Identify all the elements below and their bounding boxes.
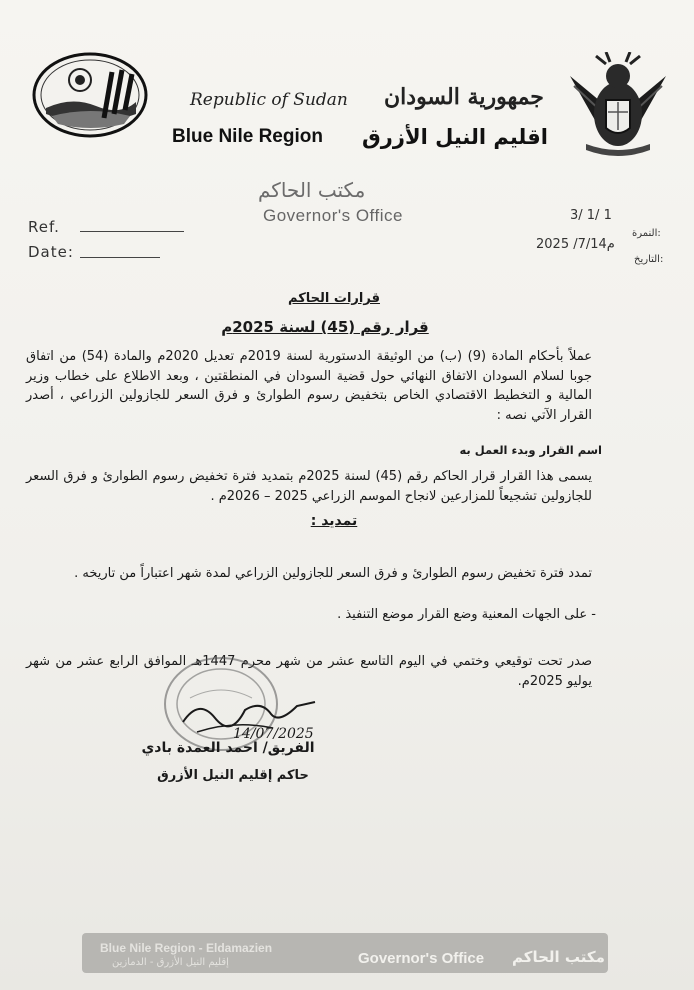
ref-line: [80, 231, 184, 232]
signer-title: حاكم إقليم النيل الأزرق: [157, 768, 309, 783]
reference-number: 3/ 1/ 1: [570, 208, 612, 223]
republic-name-en: Republic of Sudan: [190, 90, 348, 110]
region-name-ar: اقليم النيل الأزرق: [362, 125, 548, 149]
region-name-en: Blue Nile Region: [172, 126, 323, 147]
footer-office-en: Governor's Office: [358, 950, 485, 967]
issuance-paragraph: صدر تحت توقيعي وختمي في اليوم التاسع عشر من شهر محرم 1447هـ الموافق الرابع عشر من شهر يوليو 2025م.: [26, 654, 593, 689]
signature-icon: [175, 692, 335, 740]
decisions-heading: قرارات الحاكم: [288, 291, 380, 306]
republic-name-ar: جمهورية السودان: [384, 84, 544, 110]
date-label: Date:: [28, 243, 74, 261]
document-date: 2025 /7/14م: [536, 237, 615, 252]
resolution-heading: قرار رقم (45) لسنة 2025م: [221, 318, 429, 336]
extension-heading: تمديد :: [310, 513, 358, 529]
number-label-ar: النمرة:: [632, 228, 661, 239]
office-name-en: Governor's Office: [263, 206, 403, 225]
preamble-paragraph: عملاً بأحكام المادة (9) (ب) من الوثيقة الدستورية لسنة 2019م تعديل 2020م والمادة (54) من اتفاق جوبا لسلام السودان الاتفاق النهائي حول قضية السودان في المنطقتين ، وبعد الاطلاع على خطاب وزير المالية و التخطيط الاقتصادي الخاص بتخفيض رسوم الطوارئ و فرق السعر للجازولين الزراعي ، أصدر القرار الآتي نصه :: [26, 349, 593, 423]
ref-label: Ref.: [28, 218, 60, 236]
region-logo-icon: [32, 52, 148, 138]
extension-paragraph: تمدد فترة تخفيض رسوم الطوارئ و فرق السعر للجازولين الزراعي لمدة شهر اعتباراً من تاريخه .: [74, 566, 592, 581]
sudan-emblem-icon: [566, 52, 670, 164]
implementation-paragraph: - على الجهات المعنية وضع القرار موضع التنفيذ .: [337, 607, 596, 622]
name-paragraph: يسمى هذا القرار قرار الحاكم رقم (45) لسنة 2025م بتمديد فترة تخفيض رسوم الطوارئ و فرق السعر للجازولين تشجيعاً للمزارعين لانجاح الموسم الزراعي 2025 – 2026م .: [26, 469, 592, 504]
date-label-ar: التاريخ:: [634, 254, 664, 265]
name-section-heading: اسم القرار وبدء العمل به: [459, 443, 602, 457]
footer-region-en: Blue Nile Region - Eldamazien: [100, 941, 273, 955]
footer-region-ar: إقليم النيل الأزرق - الدمازين: [112, 957, 229, 968]
signer-name: الفريق/ احمد العمدة بادي: [141, 740, 315, 756]
date-line: [80, 257, 160, 258]
handwritten-date: 14/07/2025: [233, 726, 314, 740]
footer-office-ar: مكتب الحاكم: [512, 948, 605, 966]
office-name-ar: مكتب الحاكم: [258, 178, 366, 202]
